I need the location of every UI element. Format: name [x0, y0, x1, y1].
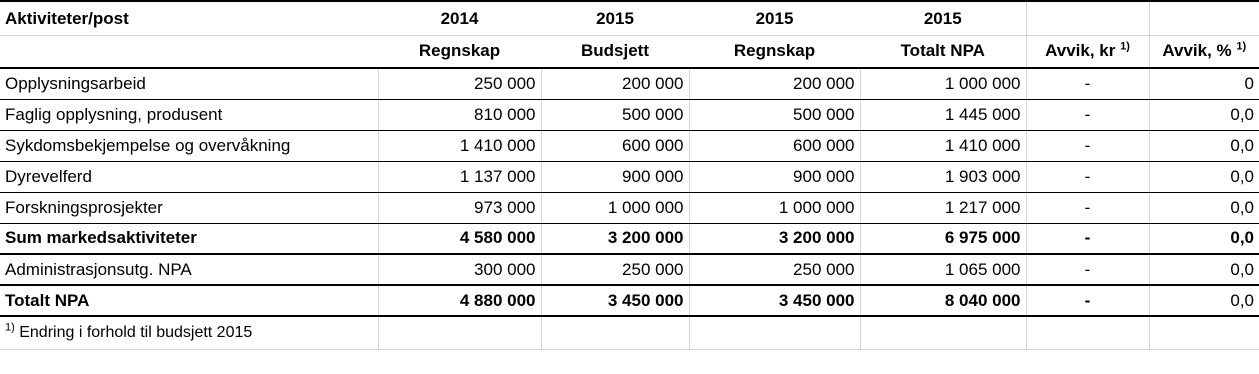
footnote-blank-5	[1026, 316, 1149, 349]
cell-avvik-pct: 0,0	[1149, 192, 1259, 223]
header-budsjett-2015: Budsjett	[541, 35, 689, 68]
header-row-types	[0, 35, 1259, 68]
cell-2014-regnskap: 4 880 000	[378, 285, 541, 316]
cell-2015-regnskap: 3 200 000	[689, 223, 860, 254]
cell-2015-regnskap: 250 000	[689, 254, 860, 285]
footnote-blank-2	[541, 316, 689, 349]
cell-avvik-kr: -	[1026, 130, 1149, 161]
cell-2015-regnskap: 600 000	[689, 130, 860, 161]
row-label: Faglig opplysning, produsent	[0, 99, 378, 130]
cell-avvik-pct: 0	[1149, 68, 1259, 99]
table-row	[0, 161, 1259, 192]
cell-2015-budsjett: 200 000	[541, 68, 689, 99]
footnote-marker: 1)	[5, 321, 15, 334]
cell-2015-budsjett: 900 000	[541, 161, 689, 192]
table-row	[0, 192, 1259, 223]
cell-totalt-npa: 1 445 000	[860, 99, 1026, 130]
cell-avvik-kr: -	[1026, 161, 1149, 192]
row-label: Sykdomsbekjempelse og overvåkning	[0, 130, 378, 161]
header-regnskap-2014: Regnskap	[378, 35, 541, 68]
row-label: Totalt NPA	[0, 285, 378, 316]
cell-2015-regnskap: 900 000	[689, 161, 860, 192]
cell-avvik-pct: 0,0	[1149, 161, 1259, 192]
cell-totalt-npa: 8 040 000	[860, 285, 1026, 316]
cell-avvik-kr: -	[1026, 192, 1149, 223]
cell-totalt-npa: 1 903 000	[860, 161, 1026, 192]
cell-totalt-npa: 1 410 000	[860, 130, 1026, 161]
header-year-2014: 2014	[378, 1, 541, 35]
cell-avvik-pct: 0,0	[1149, 223, 1259, 254]
cell-2014-regnskap: 250 000	[378, 68, 541, 99]
total-row	[0, 285, 1259, 316]
header-avvik-pct-footnote-marker: 1)	[1236, 40, 1247, 53]
cell-avvik-kr: -	[1026, 223, 1149, 254]
cell-totalt-npa: 1 065 000	[860, 254, 1026, 285]
row-label: Sum markedsaktiviteter	[0, 223, 378, 254]
footnote-blank-4	[860, 316, 1026, 349]
header-avvik-pct	[1149, 35, 1259, 68]
table-row	[0, 99, 1259, 130]
footnote-blank-3	[689, 316, 860, 349]
table-row	[0, 254, 1259, 285]
cell-2014-regnskap: 1 410 000	[378, 130, 541, 161]
cell-avvik-pct: 0,0	[1149, 99, 1259, 130]
cell-totalt-npa: 6 975 000	[860, 223, 1026, 254]
cell-2014-regnskap: 810 000	[378, 99, 541, 130]
table-row	[0, 130, 1259, 161]
row-label: Dyrevelferd	[0, 161, 378, 192]
header-avvik-kr-label: Avvik, kr	[1045, 41, 1116, 61]
cell-2015-regnskap: 500 000	[689, 99, 860, 130]
cell-2014-regnskap: 300 000	[378, 254, 541, 285]
cell-2015-budsjett: 3 450 000	[541, 285, 689, 316]
cell-2015-budsjett: 1 000 000	[541, 192, 689, 223]
row-label: Administrasjonsutg. NPA	[0, 254, 378, 285]
cell-totalt-npa: 1 000 000	[860, 68, 1026, 99]
cell-2014-regnskap: 1 137 000	[378, 161, 541, 192]
header-row-years	[0, 1, 1259, 35]
cell-2015-budsjett: 600 000	[541, 130, 689, 161]
cell-2015-regnskap: 1 000 000	[689, 192, 860, 223]
cell-avvik-kr: -	[1026, 254, 1149, 285]
header-year-2015-budget: 2015	[541, 1, 689, 35]
header-blank-0	[0, 35, 378, 68]
cell-2015-budsjett: 500 000	[541, 99, 689, 130]
header-avvik-pct-label: Avvik, %	[1162, 41, 1232, 61]
header-blank-6	[1149, 1, 1259, 35]
cell-avvik-kr: -	[1026, 99, 1149, 130]
subtotal-row	[0, 223, 1259, 254]
header-year-2015-accounts: 2015	[689, 1, 860, 35]
cell-avvik-kr: -	[1026, 68, 1149, 99]
footnote-blank-6	[1149, 316, 1259, 349]
footnote-row	[0, 316, 1259, 349]
cell-2015-budsjett: 3 200 000	[541, 223, 689, 254]
cell-2015-regnskap: 200 000	[689, 68, 860, 99]
header-avvik-kr-footnote-marker: 1)	[1120, 40, 1130, 53]
cell-2015-budsjett: 250 000	[541, 254, 689, 285]
row-label: Opplysningsarbeid	[0, 68, 378, 99]
footnote-text: Endring i forhold til budsjett 2015	[19, 323, 253, 341]
header-regnskap-2015: Regnskap	[689, 35, 860, 68]
cell-avvik-pct: 0,0	[1149, 254, 1259, 285]
footnote	[0, 316, 378, 349]
cell-2014-regnskap: 4 580 000	[378, 223, 541, 254]
header-blank-5	[1026, 1, 1149, 35]
header-activity: Aktiviteter/post	[0, 1, 378, 35]
cell-totalt-npa: 1 217 000	[860, 192, 1026, 223]
cell-2014-regnskap: 973 000	[378, 192, 541, 223]
header-avvik-kr	[1026, 35, 1149, 68]
cell-avvik-kr: -	[1026, 285, 1149, 316]
footnote-blank-1	[378, 316, 541, 349]
row-label: Forskningsprosjekter	[0, 192, 378, 223]
header-year-2015-total: 2015	[860, 1, 1026, 35]
table-row	[0, 68, 1259, 99]
header-totalt-npa: Totalt NPA	[860, 35, 1026, 68]
cell-2015-regnskap: 3 450 000	[689, 285, 860, 316]
cell-avvik-pct: 0,0	[1149, 285, 1259, 316]
cell-avvik-pct: 0,0	[1149, 130, 1259, 161]
